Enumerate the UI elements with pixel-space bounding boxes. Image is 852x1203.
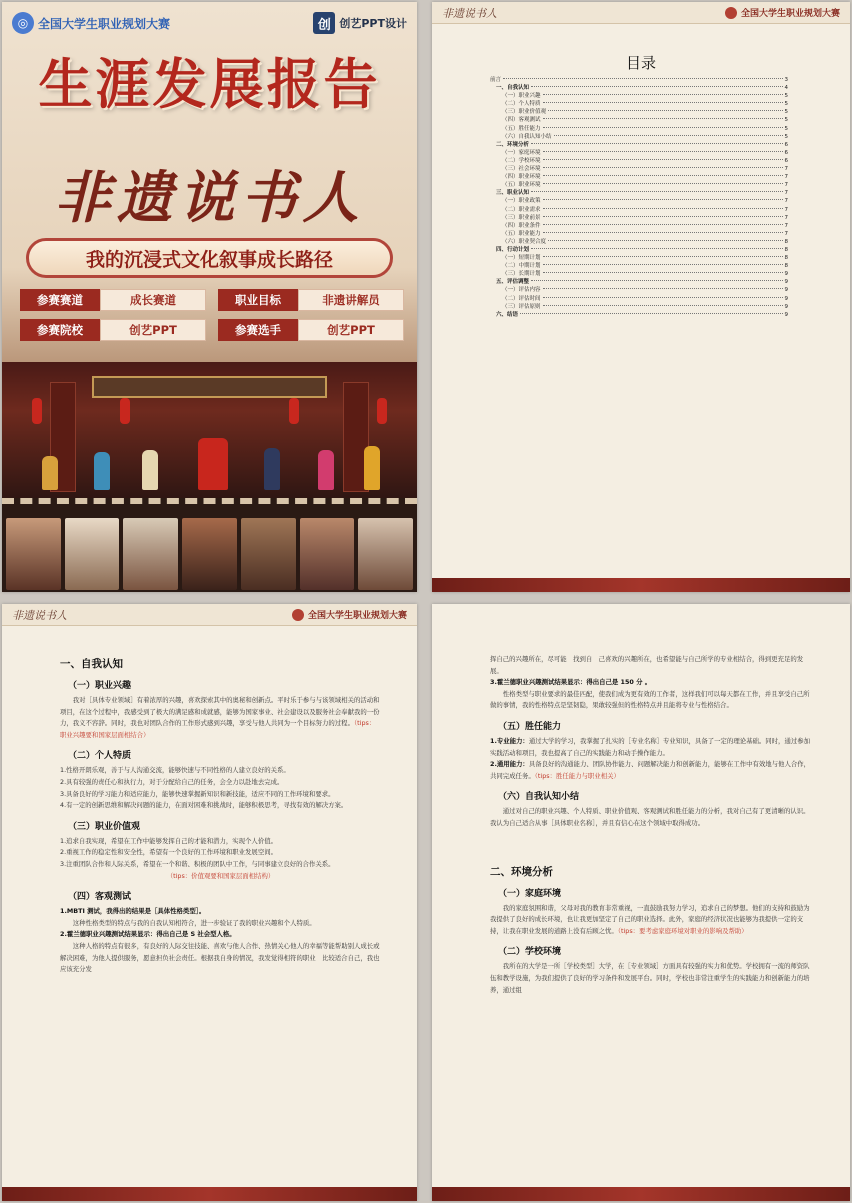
- toc-page-number: 9: [784, 287, 788, 294]
- toc-entry[interactable]: [490, 125, 788, 133]
- info-value: 创艺PPT: [100, 319, 206, 341]
- section-heading: 二、环境分析: [490, 865, 553, 878]
- toc-label: （六）自我认知小结: [502, 133, 552, 140]
- info-cell: [218, 289, 404, 311]
- toc-page-number: 5: [784, 133, 788, 140]
- toc-label: 一、自我认知: [496, 85, 530, 92]
- toc-label: 前言: [490, 77, 502, 83]
- test-result-heading: 2.霍兰德职业兴趣测试结果显示：得出自己是 S 社会型人格。: [60, 930, 236, 939]
- toc-label: （二）个人特质: [502, 101, 541, 108]
- toc-label: （五）职业环境: [502, 182, 541, 189]
- paragraph-text: 通过大学的学习，我掌握了扎实的［专业名称］专业知识，具备了一定的理论基础。同时，通过参加实践活动和项目，我也提高了自己的实践能力和动手操作能力。: [490, 736, 811, 757]
- cover-subtitle: 我的沉浸式文化叙事成长路径: [85, 248, 333, 271]
- header-right: [725, 6, 840, 19]
- info-label: 职业目标: [218, 289, 298, 311]
- list-item: 1.追求自我实现，希望在工作中能够发挥自己的才能和潜力，实现个人价值。: [60, 836, 277, 845]
- toc-entry[interactable]: [490, 311, 788, 319]
- toc-label: （一）职业政策: [502, 198, 541, 205]
- toc-page-number: 7: [784, 222, 788, 229]
- info-cell: [20, 319, 206, 341]
- brand-name: 创艺PPT设计: [339, 17, 407, 30]
- toc-label: 四、行动计划: [496, 246, 530, 253]
- tip-note: （tips：职业兴趣要和国家层面相结合）: [60, 719, 376, 739]
- page-content: [490, 654, 814, 996]
- opera-stage-illustration: [2, 362, 417, 502]
- test-result-heading: 3.霍兰德职业兴趣测试结果显示：得出自己是 150 分 。: [490, 678, 652, 687]
- info-label: 参赛院校: [20, 319, 100, 341]
- paragraph-text: 我对［具体专业领域］有着浓厚的兴趣，喜欢探索其中的奥秘和创新点。平时乐于参与与该领域相关的活动和项目，在这个过程中，我感受到了极大的满足感和成就感，能够为国家事业、社会建设以及服务社会奉献我的一份力，我义不容辞。同时，我也对团队合作的工作形式感到兴趣，享受与他人共同为一个目标努力的过程。: [60, 696, 380, 728]
- subsection-heading: （一）家庭环境: [498, 888, 562, 899]
- toc-entry[interactable]: [490, 181, 788, 189]
- photo-filmstrip: [2, 498, 417, 592]
- toc-entry[interactable]: [490, 189, 788, 197]
- toc-page-number: 5: [784, 101, 788, 108]
- ability-label: 2.通用能力：: [490, 760, 529, 769]
- list-item: 3.具备良好的学习能力和适应能力，能够快速掌握新知识和新技能，适应不同的工作环境和要求。: [60, 789, 335, 798]
- list-item: 3.注重团队合作和人际关系，希望在一个和谐、积极的团队中工作，与同事建立良好的合作关系。: [60, 859, 335, 868]
- toc-entry[interactable]: [490, 230, 788, 238]
- page-footer-band: [432, 578, 850, 592]
- paragraph: [490, 759, 814, 782]
- toc-label: （四）客观测试: [502, 117, 541, 124]
- lantern-icon: [289, 398, 299, 424]
- subsection-heading: （五）胜任能力: [498, 721, 562, 732]
- toc-entry[interactable]: [490, 116, 788, 124]
- toc-entry[interactable]: [490, 165, 788, 173]
- lantern-icon: [377, 398, 387, 424]
- toc-label: （四）职业环境: [502, 174, 541, 181]
- org-name: 全国大学生职业规划大赛: [38, 16, 171, 31]
- toc-label: 二、环境分析: [496, 141, 530, 148]
- paragraph-text: 具备良好的沟通能力、团队协作能力、问题解决能力和创新能力，能够在工作中有效地与他人合作，共同完成任务。: [490, 760, 811, 780]
- toc-page-number: 7: [784, 214, 788, 221]
- paragraph: [490, 736, 814, 759]
- cover-top-bar: [12, 10, 407, 36]
- subsection-heading: （三）职业价值观: [68, 821, 141, 832]
- toc-entry[interactable]: [490, 278, 788, 286]
- photo-frame: [6, 518, 61, 590]
- paragraph: [490, 903, 814, 938]
- toc-label: （一）家庭环境: [502, 149, 541, 156]
- performer-figure: [94, 452, 110, 490]
- cover-title: 生涯发展报告: [38, 52, 381, 116]
- list-item: 2.重视工作的稳定性和安全性，希望有一个良好的工作环境和职业发展空间。: [60, 848, 277, 857]
- toc-entry[interactable]: [490, 270, 788, 278]
- toc-entry[interactable]: [490, 133, 788, 141]
- photo-frame: [300, 518, 355, 590]
- toc-page-number: 5: [784, 93, 788, 100]
- toc-page-number: 7: [784, 190, 788, 197]
- info-value: 非遗讲解员: [298, 289, 404, 311]
- toc-label: （四）职业条件: [502, 222, 541, 229]
- report-page-environment: [432, 604, 850, 1201]
- paragraph: [60, 695, 381, 741]
- toc-page-number: 8: [784, 238, 788, 245]
- performer-figure: [318, 450, 334, 490]
- page-footer-band: [2, 1187, 417, 1201]
- paragraph: 这种人格的特点有很多，有良好的人际交往技能、喜欢与他人合作、热情关心他人的幸福等能帮助别人成长或解决困难，为他人提供服务，愿意担负社会责任。根据我自身的情况，我发觉得相符的职业 比较适合自己，我也应该充分发: [60, 941, 380, 974]
- toc-page-number: 5: [784, 109, 788, 116]
- toc-page-number: 5: [784, 117, 788, 124]
- page-footer-band: [432, 1187, 850, 1201]
- header-right-title: 全国大学生职业规划大赛: [740, 9, 840, 19]
- toc-entry[interactable]: [490, 92, 788, 100]
- list-item: 2.具有较强的责任心和执行力，对于分配给自己的任务，会全力以赴地去完成。: [60, 777, 284, 786]
- toc-entry[interactable]: [490, 254, 788, 262]
- photo-frame: [182, 518, 237, 590]
- toc-entry[interactable]: [490, 100, 788, 108]
- toc-entry[interactable]: [490, 157, 788, 165]
- toc-list: [490, 76, 788, 319]
- toc-entry[interactable]: [490, 149, 788, 157]
- toc-label: （二）学校环境: [502, 157, 541, 164]
- toc-page: [432, 2, 850, 592]
- toc-label: （三）长期计划: [502, 271, 541, 278]
- toc-page-number: 6: [784, 141, 788, 148]
- cover-calligraphy-title: 非遗说书人: [54, 165, 365, 231]
- toc-page-number: 7: [784, 166, 788, 173]
- toc-label: （二）职业需求: [502, 206, 541, 213]
- info-cell: [218, 319, 404, 341]
- brand-icon: 创: [313, 12, 335, 34]
- cover-info-grid: [20, 289, 404, 341]
- toc-entry[interactable]: [490, 286, 788, 294]
- org-emblem-icon: ◎: [12, 12, 34, 34]
- subsection-heading: （一）职业兴趣: [68, 681, 132, 691]
- toc-entry[interactable]: [490, 84, 788, 92]
- toc-page-number: 7: [784, 230, 788, 237]
- info-label: 参赛选手: [218, 319, 298, 341]
- toc-label: （六）职业契合度: [502, 238, 547, 245]
- toc-entry[interactable]: [490, 246, 788, 254]
- toc-entry[interactable]: [490, 222, 788, 230]
- toc-label: 三、职业认知: [496, 190, 530, 197]
- photo-frame: [123, 518, 178, 590]
- tip-note: （tips：胜任能力与职业相关）: [534, 771, 620, 780]
- page-content: [60, 650, 381, 976]
- toc-entry[interactable]: [490, 141, 788, 149]
- toc-entry[interactable]: [490, 173, 788, 181]
- toc-entry[interactable]: [490, 108, 788, 116]
- header-left-title: 非遗说书人: [12, 608, 67, 622]
- subsection-heading: （二）学校环境: [498, 947, 562, 958]
- toc-label: （一）短期计划: [502, 255, 541, 262]
- toc-page-number: 7: [784, 182, 788, 189]
- toc-label: （三）社会环境: [502, 166, 541, 173]
- toc-page-number: 5: [784, 125, 788, 132]
- toc-page-number: 9: [784, 311, 788, 318]
- performer-figure: [42, 456, 58, 490]
- toc-label: 五、评估调整: [496, 279, 530, 286]
- toc-page-number: 3: [784, 77, 788, 83]
- toc-label: （三）职业前景: [502, 214, 541, 221]
- photo-frame: [241, 518, 296, 590]
- toc-label: （二）中期计划: [502, 263, 541, 270]
- toc-page-number: 9: [784, 303, 788, 310]
- toc-page-number: 8: [784, 263, 788, 270]
- subsection-heading: （六）自我认知小结: [498, 792, 580, 803]
- toc-label: （三）评估原则: [502, 303, 541, 310]
- toc-page-number: 7: [784, 174, 788, 181]
- toc-entry[interactable]: [490, 76, 788, 84]
- toc-entry[interactable]: [490, 295, 788, 303]
- toc-entry[interactable]: [490, 197, 788, 205]
- paragraph-text: 我的家庭氛围和谐，父母对我的教育非常重视，一直鼓励我努力学习，追求自己的梦想。他们的支持和鼓励为我提供了良好的成长环境，也让我更加坚定了自己的职业选择。此外，家庭的经济状况也能够为我提供一定的支持，让我在职业发展的道路上没有后顾之忧。: [490, 903, 810, 935]
- info-value: 创艺PPT: [298, 319, 404, 341]
- page-header: [2, 604, 417, 626]
- toc-label: （五）胜任能力: [502, 125, 541, 132]
- toc-page-number: 7: [784, 206, 788, 213]
- contest-emblem-icon: [725, 7, 737, 19]
- toc-label: （一）职业兴趣: [502, 93, 541, 100]
- org-logo: [12, 12, 170, 34]
- subsection-heading: （二）个人特质: [68, 751, 132, 762]
- toc-page-number: 8: [784, 246, 788, 253]
- header-left-title: 非遗说书人: [442, 6, 497, 20]
- report-page-self-awareness: [2, 604, 417, 1201]
- tip-note: （tips：价值观要和国家层面相结构）: [166, 871, 275, 880]
- header-right-title: 全国大学生职业规划大赛: [307, 611, 407, 621]
- performer-figure: [264, 448, 280, 490]
- cover-subtitle-banner: [26, 238, 393, 278]
- section-heading: 一、自我认知: [60, 658, 123, 670]
- header-right: [292, 608, 407, 621]
- paragraph: 通过对自己的职业兴趣、个人特质、职业价值观、客观测试和胜任能力的分析，我对自己有了更清晰的认识。我认为自己适合从事［具体职业名称］，并且有信心在这个领域中取得成功。: [490, 807, 810, 827]
- performer-figure: [198, 438, 228, 490]
- toc-entry[interactable]: [490, 303, 788, 311]
- paragraph: 这种性格类型的特点与我的自我认知相符合，进一步验证了我的职业兴趣和个人特质。: [72, 918, 316, 927]
- subsection-heading: （四）客观测试: [68, 892, 132, 903]
- lantern-icon: [32, 398, 42, 424]
- photo-frame: [65, 518, 120, 590]
- lantern-icon: [120, 398, 130, 424]
- toc-page-number: 9: [784, 295, 788, 302]
- photo-frame: [358, 518, 413, 590]
- stage-plaque: [92, 376, 327, 398]
- toc-page-number: 9: [784, 279, 788, 286]
- toc-page-number: 8: [784, 255, 788, 262]
- toc-entry[interactable]: [490, 238, 788, 246]
- list-item: 1.性格开朗乐观，善于与人沟通交流，能够快速与不同性格的人建立良好的关系。: [60, 766, 290, 775]
- toc-entry[interactable]: [490, 262, 788, 270]
- ability-label: 1.专业能力：: [490, 736, 529, 745]
- performer-figure: [364, 446, 380, 490]
- toc-label: （一）评估内容: [502, 287, 541, 294]
- toc-label: 六、结语: [496, 311, 519, 318]
- info-value: 成长赛道: [100, 289, 206, 311]
- info-cell: [20, 289, 206, 311]
- cover-page: [2, 2, 417, 592]
- toc-page-number: 4: [784, 85, 788, 92]
- toc-label: （二）评估时间: [502, 295, 541, 302]
- toc-label: （五）职业能力: [502, 230, 541, 237]
- toc-label: （三）职业价值观: [502, 109, 547, 116]
- test-result-heading: 1.MBTI 测试，我得出的结果是［具体性格类型］。: [60, 907, 206, 916]
- page-header: [432, 2, 850, 24]
- performer-figure: [142, 450, 158, 490]
- toc-entry[interactable]: [490, 214, 788, 222]
- paragraph: 性格类型与职业要求的最佳匹配，使我们成为更有效的工作者，这样我们可以每天都在工作，并且享受自己所做的事情，我的性格特点是坚韧隐，果敢较强但的性格特点并且能将专业与性格结合。: [490, 689, 810, 710]
- tip-note: （tips：要考虑家庭环境对职业的影响及帮助）: [617, 926, 748, 935]
- filmstrip-frames: [6, 518, 413, 590]
- toc-page-number: 6: [784, 157, 788, 164]
- list-item: 4.有一定的创新思维和解决问题的能力，在面对困难和挑战时，能够积极思考，寻找有效的解决方案。: [60, 801, 348, 810]
- contest-emblem-icon: [292, 609, 304, 621]
- paragraph: 挥自己的兴趣所在，尽可能 找到自 己喜欢的兴趣所在，也希望能与自己所学的专业相结合，得到更充足的发展。: [490, 655, 804, 675]
- paragraph: 我所在的大学是一所［学校类型］大学，在［专业领域］方面具有较强的实力和优势。学校拥有一流的师资队伍和教学设施，为我们提供了良好的学习条件和发展平台。同时，学校也非常注重学生的实践能力和创新能力的培养，通过组: [490, 962, 810, 994]
- toc-title: 目录: [625, 54, 656, 72]
- toc-page-number: 7: [784, 198, 788, 205]
- toc-page-number: 6: [784, 149, 788, 156]
- toc-page-number: 9: [784, 271, 788, 278]
- brand-logo: [313, 12, 407, 34]
- toc-entry[interactable]: [490, 206, 788, 214]
- info-label: 参赛赛道: [20, 289, 100, 311]
